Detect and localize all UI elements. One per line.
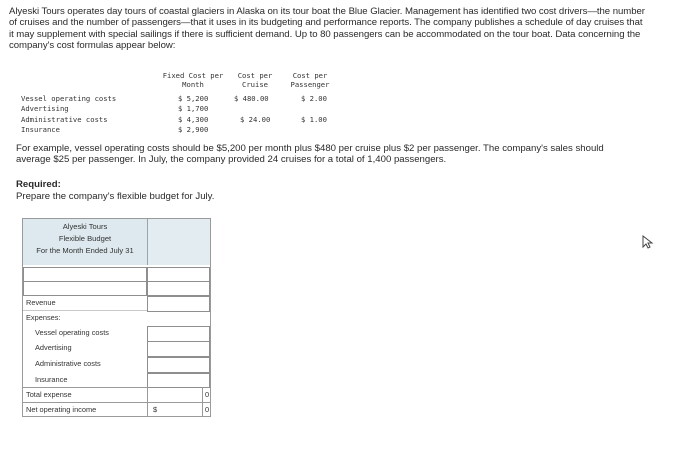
header-cost-per-cruise: Cost per Cruise bbox=[237, 71, 273, 89]
required-text: Prepare the company's flexible budget for July. bbox=[16, 191, 215, 202]
net-operating-income-label: Net operating income bbox=[26, 405, 97, 414]
budget-period: For the Month Ended July 31 bbox=[36, 246, 134, 255]
flexible-budget-worksheet bbox=[22, 218, 211, 417]
budget-header-blank bbox=[148, 219, 210, 265]
row-divider bbox=[23, 402, 147, 403]
administrative-label: Administrative costs bbox=[35, 359, 101, 368]
row-divider bbox=[23, 387, 147, 388]
header-input-right-1[interactable] bbox=[147, 267, 210, 282]
advertising-input[interactable] bbox=[147, 341, 210, 357]
row-divider bbox=[147, 402, 210, 403]
advertising-label: Advertising bbox=[35, 343, 72, 352]
required-label: Required: bbox=[16, 179, 61, 190]
budget-title-block bbox=[23, 219, 148, 265]
header-input-left-1[interactable] bbox=[23, 267, 147, 282]
header-input-left-2[interactable] bbox=[23, 281, 147, 296]
budget-name: Flexible Budget bbox=[58, 234, 112, 243]
dollar-sign: $ bbox=[153, 405, 158, 414]
mouse-cursor-icon bbox=[640, 235, 654, 249]
insurance-input[interactable] bbox=[147, 373, 210, 388]
insurance-label: Insurance bbox=[35, 375, 68, 384]
vessel-costs-input[interactable] bbox=[147, 326, 210, 342]
total-expense-label: Total expense bbox=[26, 390, 72, 399]
row-divider bbox=[23, 310, 147, 311]
administrative-input[interactable] bbox=[147, 357, 210, 373]
budget-company: Alyeski Tours bbox=[62, 222, 108, 231]
expenses-label: Expenses: bbox=[26, 313, 61, 322]
header-fixed-cost: Fixed Cost per Month bbox=[162, 71, 224, 89]
revenue-input[interactable] bbox=[147, 296, 210, 312]
revenue-label: Revenue bbox=[26, 298, 56, 307]
net-operating-income-value: 0 bbox=[205, 405, 210, 414]
column-divider bbox=[202, 387, 203, 416]
header-input-right-2[interactable] bbox=[147, 281, 210, 296]
total-expense-value: 0 bbox=[205, 390, 210, 399]
header-cost-per-passenger: Cost per Passenger bbox=[290, 71, 330, 89]
vessel-costs-label: Vessel operating costs bbox=[35, 328, 109, 337]
example-paragraph: For example, vessel operating costs should be $5,200 per month plus $480 per cruise plus $2 per passenger. The company's sales should average $25 per passenger. In July, the company provided 24 cruises for a total of 1,400 passengers. bbox=[16, 143, 604, 166]
intro-paragraph: Alyeski Tours operates day tours of coastal glaciers in Alaska on its tour boat the Blue Glacier. Management has identified two cost drivers—the number of cruises and the number of passengers—that it uses in its budgeting and performance reports. The company publishes a schedule of day cruises that it may supplement with special sailings if there is sufficient demand. Up to 80 passengers can be accommodated on the tour boat. Data concerning the company's cost formulas appear below: bbox=[9, 6, 645, 52]
